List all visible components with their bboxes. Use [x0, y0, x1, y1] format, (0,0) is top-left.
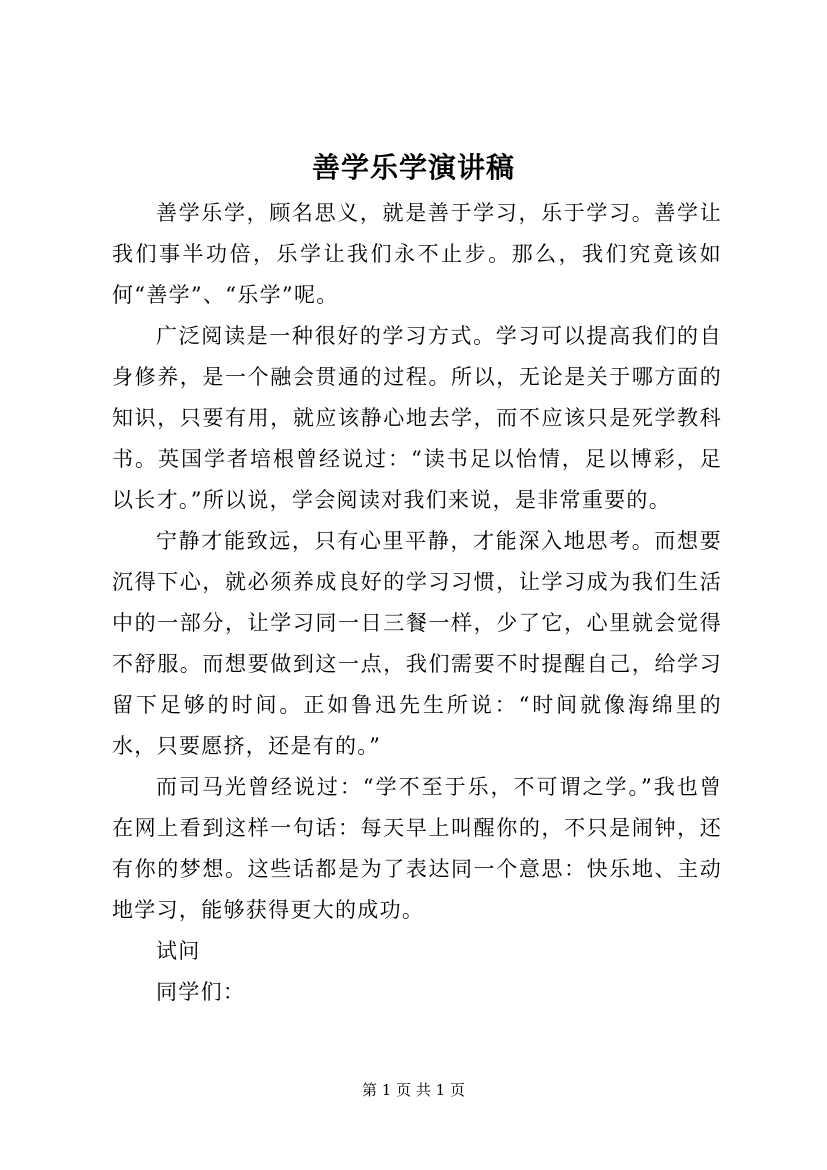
- paragraph-4: 而司马光曾经说过：“学不至于乐，不可谓之学。”我也曾在网上看到这样一句话：每天早上叫醒你的，不只是闹钟，还有你的梦想。这些话都是为了表达同一个意思：快乐地、主动地学习，能够获得更大的成功。: [112, 775, 722, 922]
- page-footer: 第 1 页 共 1 页: [362, 1081, 465, 1099]
- paragraph-6: 同学们：: [156, 980, 246, 1004]
- document-body: [112, 193, 722, 1013]
- paragraph-3: 宁静才能致远，只有心里平静，才能深入地思考。而想要沉得下心，就必须养成良好的学习习惯，让学习成为我们生活中的一部分，让学习同一日三餐一样，少了它，心里就会觉得不舒服。而想要做到这一点，我们需要不时提醒自己，给学习留下足够的时间。正如鲁迅先生所说：“时间就像海绵里的水，只要愿挤，还是有的。”: [112, 529, 722, 758]
- paragraph-1: 善学乐学，顾名思义，就是善于学习，乐于学习。善学让我们事半功倍，乐学让我们永不止步。那么，我们究竟该如何“善学”、“乐学”呢。: [112, 201, 722, 307]
- paragraph-5: 试问: [156, 939, 201, 963]
- paragraph-2: 广泛阅读是一种很好的学习方式。学习可以提高我们的自身修养，是一个融会贯通的过程。所以，无论是关于哪方面的知识，只要有用，就应该静心地去学，而不应该只是死学教科书。英国学者培根曾经说过：“读书足以怡情，足以博彩，足以长才。”所以说，学会阅读对我们来说，是非常重要的。: [112, 324, 722, 512]
- document-title: 善学乐学演讲稿: [311, 151, 515, 184]
